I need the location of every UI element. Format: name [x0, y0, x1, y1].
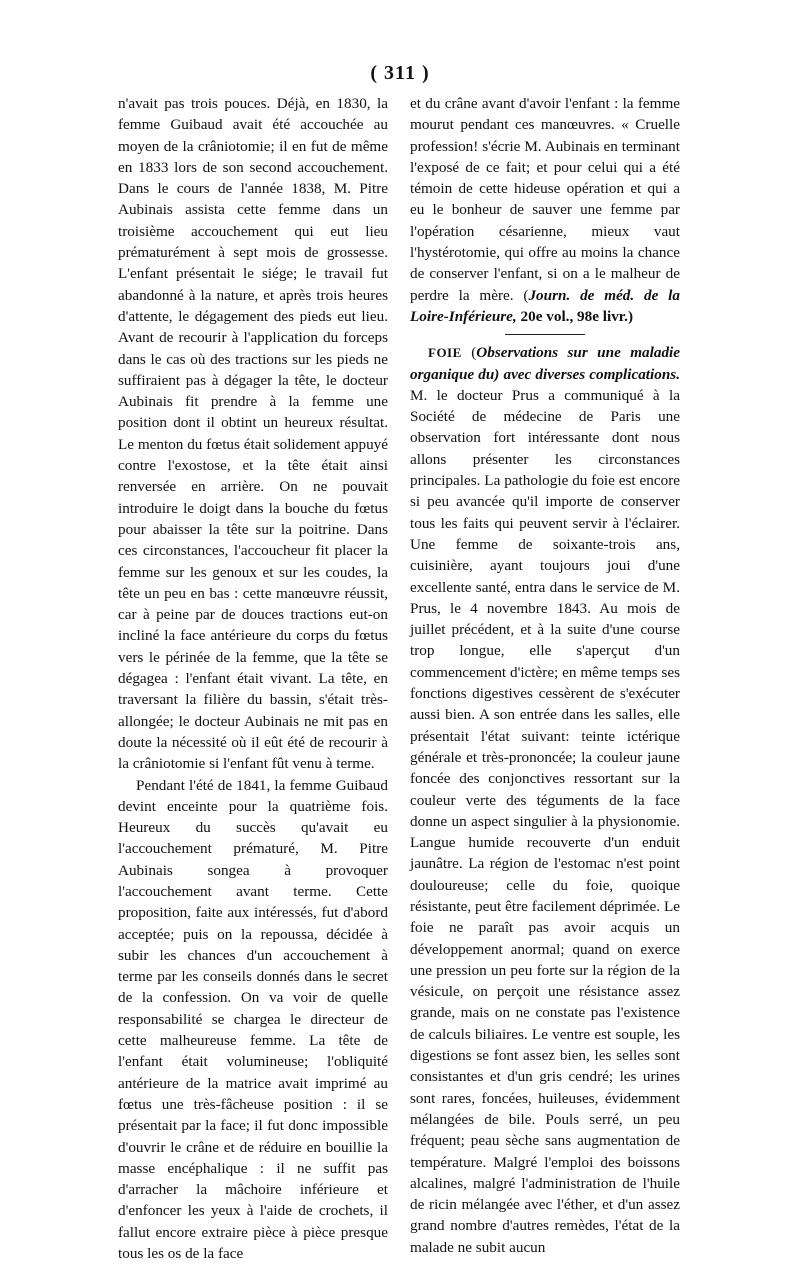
right-paragraph-1: [410, 93, 680, 327]
left-paragraph-1: n'avait pas trois pouces. Déjà, en 1830, la femme Guibaud avait été accouchée au moyen de la crâniotomie; il en fut de même en 1833 lors de son second accouchement. Dans le cours de l'année 1838, M. Pitre Aubinais assista cette femme dans un troisième accouchement qui eut lieu prématurément à sept mois de grossesse. L'enfant présentait le siége; le travail fut abandonné à la nature, et après trois heures d'attente, le dégagement des pieds eut lieu. Avant de recourir à l'application du forceps dans le cas où des tractions sur les pieds ne suffiraient pas à dégager la tête, le docteur Aubinais fit prendre à la femme une position dont il obtint un heureux résultat. Le menton du fœtus était solidement appuyé contre l'exostose, et la tête était ainsi renversée en arrière. On ne pouvait introduire le doigt dans la bouche du fœtus pour abaisser la tête sur la poitrine. Dans ces circonstances, l'accoucheur fit placer la femme sur les genoux et sur les coudes, la tête un peu en bas : cette manœuvre réussit, car à peine par de douces tractions eut-on incliné la face antérieure du corps du fœtus vers le périnée de la femme, que la tête se dégagea : l'enfant était vivant. La tête, en traversant la filière du bassin, s'était très-allongée; le docteur Aubinais ne mit pas en doute la nécessité où il eût été de recourir à la crâniotomie si l'enfant fût venu à terme.: [118, 93, 388, 775]
right-paragraph-2-text: M. le docteur Prus a communiqué à la Société de médecine de Paris une observation fort intéressante dont nous allons présenter les circonstances principales. La pathologie du foie est encore si peu avancée qu'il importe de conserver tous les faits qui peuvent servir à l'éclairer. Une femme de soixante-trois ans, cuisinière, ayant toujours joui d'une excellente santé, entra dans le service de M. Prus, le 4 novembre 1843. Au mois de juillet précédent, et à la suite d'une course trop longue, elle s'aperçut d'un commencement d'ictère; en même temps ses fonctions digestives cessèrent de s'exécuter aussi bien. A son entrée dans les salles, elle présentait l'état suivant: teinte ictérique générale et très-prononcée; la couleur jaune foncée des conjonctives ressortant sur la couleur verte des téguments de la face donne un aspect singulier à la physionomie. Langue humide recouverte d'un enduit jaunâtre. La région de l'estomac n'est point douloureuse; celle du foie, quoique résistante, peut être facilement déprimée. Le foie ne paraît pas avoir acquis un développement anormal; quand on exerce une pression un peu forte sur la région de la vésicule, on perçoit une résistance assez grande, mais on ne constate pas l'existence de calculs biliaires. Le ventre est souple, les digestions se font assez bien, les selles sont consistantes et d'un gris cendré; les urines sont rares, foncées, huileuses, évidemment mélangées de bile. Pouls serré, un peu fréquent; peau sèche sans augmentation de température. Malgré l'emploi des boissons alcalines, malgré l'administration de l'huile de ricin mélangée avec l'éther, et d'un assez grand nombre d'autres remèdes, l'état de la malade ne subit aucun: [410, 387, 680, 1256]
right-column: [410, 93, 680, 1258]
heading-open-paren: (: [462, 344, 476, 361]
right-paragraph-1-text: et du crâne avant d'avoir l'enfant : la femme mourut pendant ces manœuvres. « Cruelle profession! s'écrie M. Aubinais en terminant l'exposé de ce fait; et pour celui qui a été témoin de cette hideuse opération et qui a eu le bonheur de sauver une femme par l'opération césarienne, mieux vaut l'hystérotomie, qui offre au moins la chance de conserver l'enfant, si on a le malheur de perdre la mère.: [410, 95, 680, 304]
page-number: ( 311 ): [0, 62, 800, 85]
left-paragraph-2: Pendant l'été de 1841, la femme Guibaud devint enceinte pour la quatrième fois. Heureux du succès qu'avait eu l'accouchement prématuré, M. Pitre Aubinais songea à provoquer l'accouchement avant terme. Cette proposition, faite aux intéressés, fut d'abord acceptée; puis on la repoussa, décidée à subir les chances d'un accouchement à terme par les conseils donnés dans le secret de la confession. On va voir de quelle responsabilité se chargea le directeur de cette malheureuse femme. La tête de l'enfant était volumineuse; l'obliquité antérieure de la matrice avait imprimé au fœtus une très-fâcheuse position : il se présentait par la face; il fut donc impossible d'ouvrir le crâne et de réduire en bouillie la masse encéphalique : il ne suffit pas d'arracher la mâchoire inférieure et d'enfoncer les yeux à l'aide de crochets, il fallut encore extraire pièce à pièce presque tous les os de la face: [118, 775, 388, 1264]
section-heading: FOIE: [428, 345, 462, 360]
section-title: Observations sur une maladie organique du) avec diverses complications.: [410, 344, 680, 382]
journal-reference: Journ. de méd. de la Loire-Inférieure,: [410, 287, 680, 325]
journal-volume: 20e vol., 98e livr.): [517, 308, 633, 325]
left-column: [118, 93, 388, 1264]
reference-open-paren: (: [514, 287, 529, 304]
section-divider: [505, 334, 585, 335]
right-paragraph-2: [410, 342, 680, 1258]
